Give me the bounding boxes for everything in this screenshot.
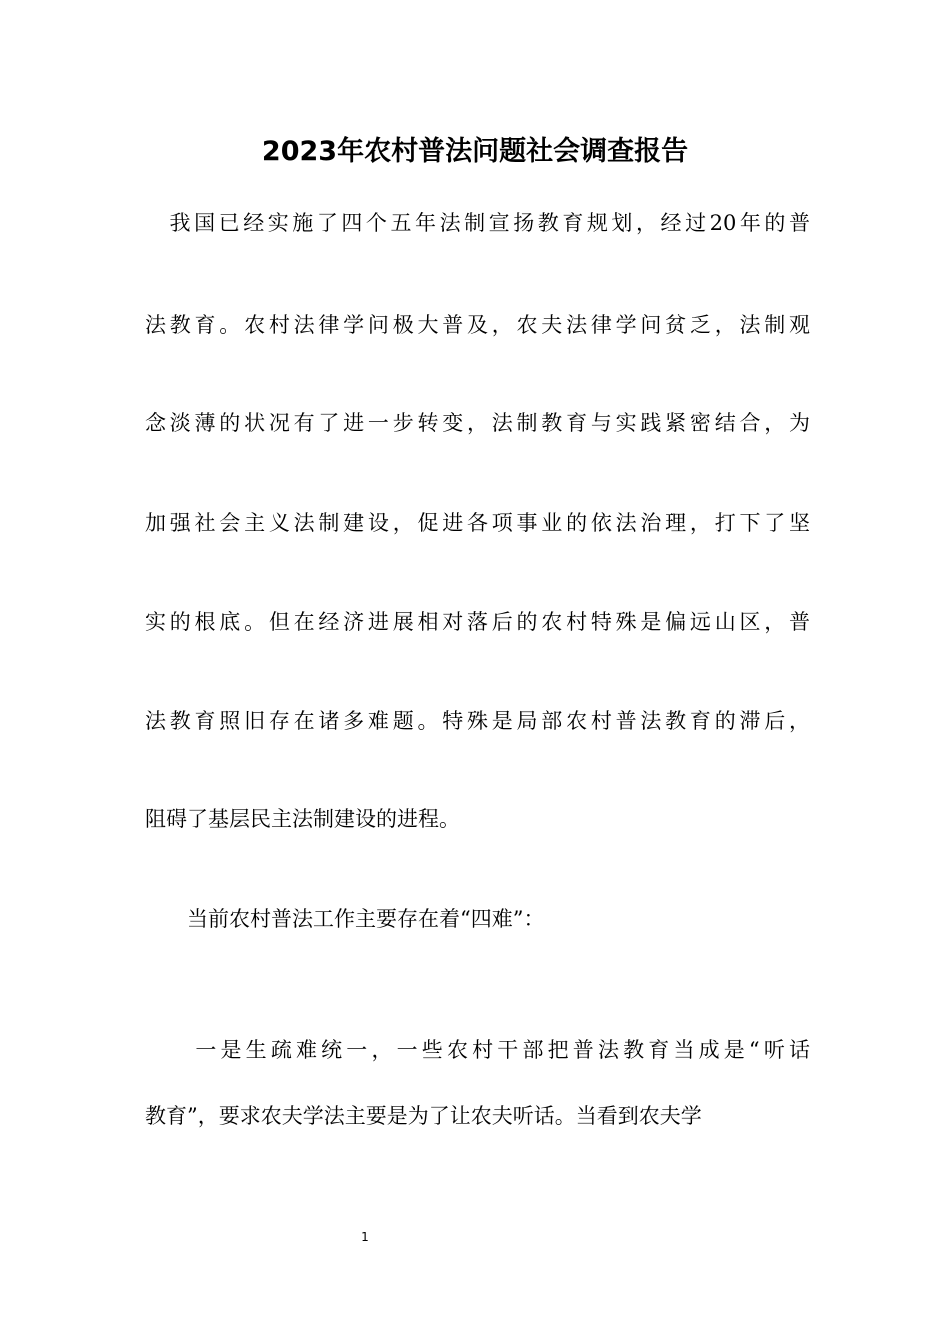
- page-number: 1: [361, 1230, 369, 1244]
- paragraph-line: 一是生疏难统一，一些农村干部把普法教育当成是“听话: [145, 1038, 810, 1062]
- paragraph-line: 加强社会主义法制建设，促进各项事业的依法治理，打下了坚: [145, 511, 810, 535]
- paragraph-line: 当前农村普法工作主要存在着“四难”：: [145, 907, 545, 931]
- paragraph-line: 我国已经实施了四个五年法制宣扬教育规划，经过20年的普: [145, 211, 810, 235]
- document-title: 2023年农村普法问题社会调查报告: [261, 136, 689, 167]
- paragraph-line: 阻碍了基层民主法制建设的进程。: [145, 807, 460, 831]
- paragraph-line: 法教育照旧存在诸多难题。特殊是局部农村普法教育的滞后，: [145, 709, 810, 733]
- paragraph-line: 教育”，要求农夫学法主要是为了让农夫听话。当看到农夫学: [145, 1104, 702, 1128]
- paragraph-line: 念淡薄的状况有了进一步转变，法制教育与实践紧密结合，为: [145, 411, 810, 435]
- paragraph-line: 法教育。农村法律学问极大普及，农夫法律学问贫乏，法制观: [145, 313, 810, 337]
- paragraph-line: 实的根底。但在经济进展相对落后的农村特殊是偏远山区，普: [145, 610, 810, 634]
